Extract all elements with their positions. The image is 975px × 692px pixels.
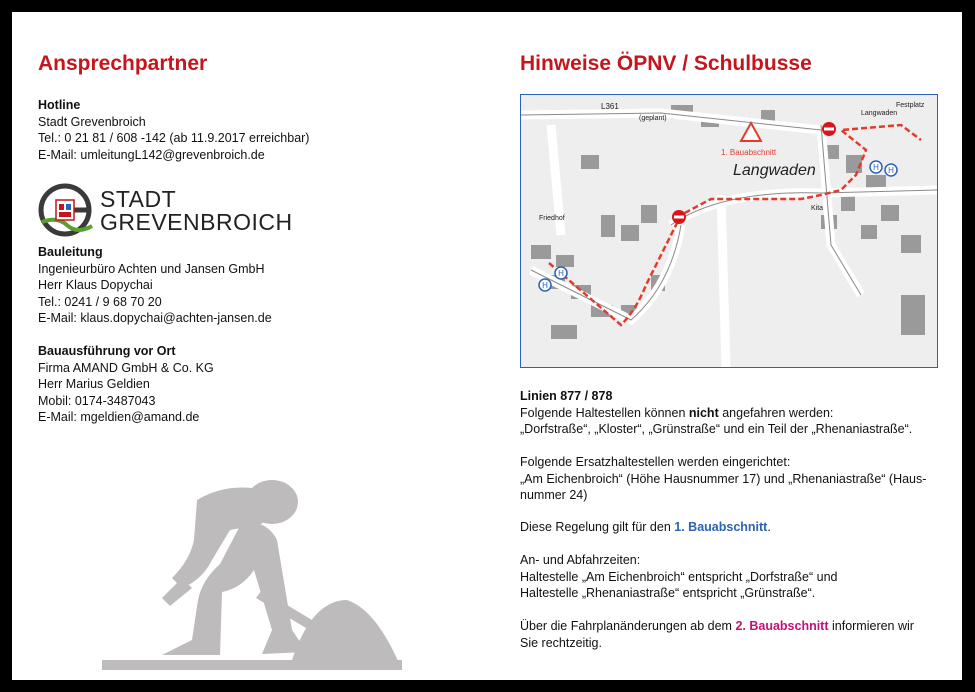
p1-stops: „Dorfstraße“, „Kloster“, „Grünstraße“ und ein Teil der „Rhenaniastraße“. — [520, 422, 913, 436]
ausfuehrung-person: Herr Marius Geldien — [38, 377, 150, 391]
svg-text:H: H — [873, 163, 879, 172]
p3-text: Diese Regelung gilt für den — [520, 520, 675, 534]
map-phase-label: 1. Bauabschnitt — [721, 148, 777, 157]
phase-2-highlight: 2. Bauabschnitt — [735, 619, 829, 633]
hotline-email: E-Mail: umleitungL142@grevenbroich.de — [38, 147, 265, 162]
map-street-label: Festplatz — [896, 102, 925, 109]
ausfuehrung-heading: Bauausführung vor Ort — [38, 344, 176, 358]
hotline-phone: Tel.: 0 21 81 / 608 -142 (ab 11.9.2017 erreichbar) — [38, 131, 310, 145]
p5-text-end: informieren wir — [828, 619, 914, 633]
p1-bold: nicht — [688, 405, 719, 420]
p2-line: Folgende Ersatzhaltestellen werden eingerichtet: — [520, 455, 791, 469]
p1-text-end: angefahren werden: — [718, 405, 834, 420]
construction-worker-icon — [102, 460, 402, 670]
p2-line: nummer 24) — [520, 488, 588, 502]
ausfuehrung-block — [38, 343, 214, 426]
bauleitung-phone: Tel.: 0241 / 9 68 70 20 — [38, 294, 162, 309]
p4-line: Haltestelle „Am Eichenbroich“ entspricht „Dorfstraße“ und — [520, 569, 838, 584]
logo-line-2: GREVENBROICH — [100, 209, 293, 235]
bauleitung-heading: Bauleitung — [38, 245, 103, 259]
p3-end: . — [767, 520, 771, 534]
bus-stop-icon — [539, 279, 551, 291]
bauleitung-email: E-Mail: klaus.dopychai@achten-jansen.de — [38, 311, 272, 325]
city-logo — [38, 182, 293, 238]
map-canvas — [521, 95, 937, 367]
ausfuehrung-email: E-Mail: mgeldien@amand.de — [38, 410, 200, 424]
map-street-label: Langwaden — [861, 110, 898, 117]
linien-heading: Linien 877 / 878 — [520, 389, 613, 403]
ausfuehrung-mobile: Mobil: 0174-3487043 — [38, 393, 156, 408]
p4-line: Haltestelle „Rhenaniastraße“ entspricht „Grünstraße“. — [520, 586, 816, 600]
svg-text:H: H — [542, 281, 548, 290]
bus-stop-icon — [885, 164, 897, 176]
hotline-heading: Hotline — [38, 98, 81, 112]
map-street-label: L361 — [601, 102, 619, 111]
svg-text:H: H — [558, 269, 564, 278]
linien-block — [520, 388, 940, 438]
transit-title: Hinweise ÖPNV / Schulbusse — [520, 52, 812, 75]
map-street-label: (geplant) — [639, 115, 667, 122]
zeiten-block — [520, 552, 940, 602]
p5-text: Über die Fahrplanänderungen ab dem — [520, 619, 736, 633]
svg-text:H: H — [888, 166, 894, 175]
map-street-label: Kita — [811, 205, 824, 212]
phase-1-highlight: 1. Bauabschnitt — [674, 520, 768, 534]
ersatz-block — [520, 454, 940, 504]
detour-map — [520, 94, 938, 368]
p5-line: Sie rechtzeitig. — [520, 635, 602, 650]
map-street-label: Friedhof — [539, 215, 565, 222]
bus-stop-icon — [870, 161, 882, 173]
fahrplan-block — [520, 618, 940, 651]
contacts-title: Ansprechpartner — [38, 52, 208, 75]
bauleitung-person: Herr Klaus Dopychai — [38, 278, 153, 292]
map-place-label: Langwaden — [733, 162, 816, 179]
p4-line: An- und Abfahrzeiten: — [520, 553, 641, 567]
regelung-block — [520, 519, 940, 536]
ausfuehrung-company: Firma AMAND GmbH & Co. KG — [38, 360, 214, 375]
city-coat-of-arms-icon — [38, 182, 98, 238]
p1-text: Folgende Haltestellen können — [520, 405, 689, 420]
p2-line: „Am Eichenbroich“ (Höhe Hausnummer 17) und „Rhenaniastraße“ (Haus- — [520, 471, 927, 486]
hotline-block — [38, 97, 309, 163]
bus-stop-icon — [555, 267, 567, 279]
logo-line-1: STADT — [100, 186, 177, 212]
hotline-line: Stadt Grevenbroich — [38, 114, 146, 129]
bauleitung-company: Ingenieurbüro Achten und Jansen GmbH — [38, 261, 265, 276]
bauleitung-block — [38, 244, 272, 327]
flyer-page — [12, 12, 962, 680]
